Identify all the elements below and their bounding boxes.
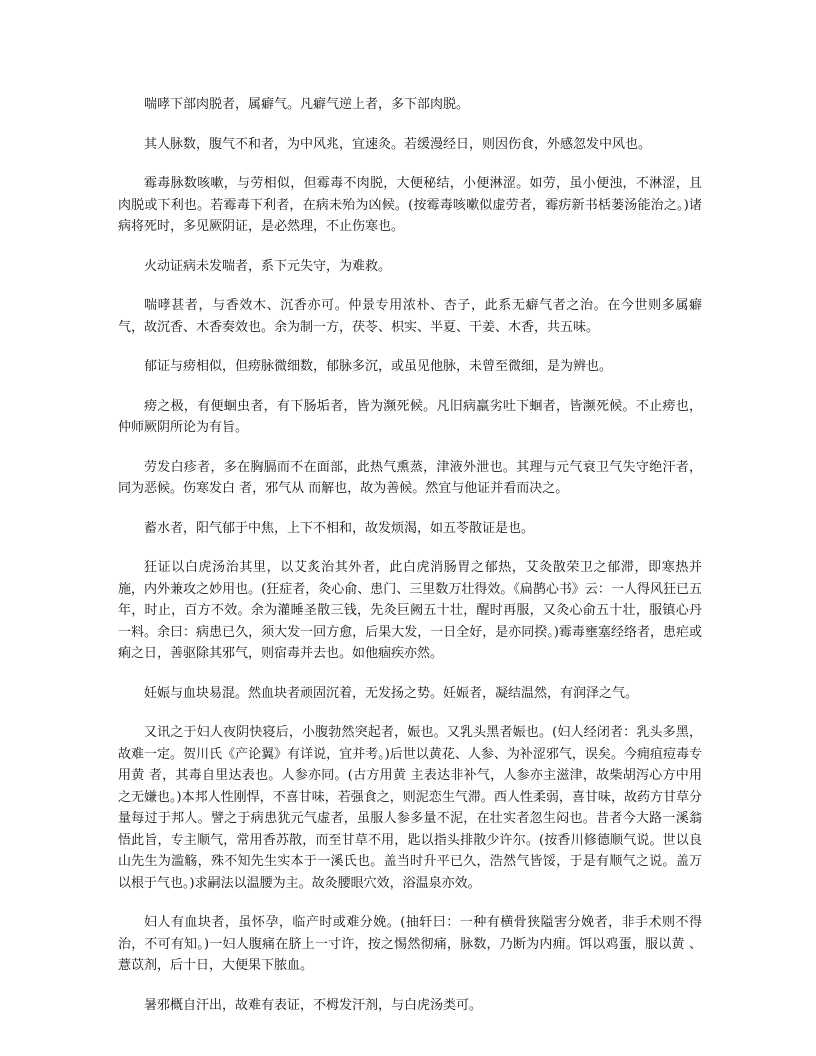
paragraph: 其人脉数，腹气不和者，为中风兆，宜速灸。若缓漫经日，则因伤食，外感忽发中风也。 — [144, 136, 652, 152]
paragraph: 狂证以白虎汤治其里，以艾炙治其外者，此白虎消肠胃之郁热，艾灸散荣卫之郁滞，即寒热并施，内外兼攻之妙用也。(狂症者，灸心俞、患门、三里数万壮得效。《扁鹊心书》云：一人得风狂已五年，时止，百方不效。余为灌睡圣散三钱，先灸巨阙五十壮，醒时再服，又灸心俞五十壮，服镇心丹一料。余曰：病患已久，须大发一回方愈，后果大发，一日全好，是亦同揆。)霉毒壅塞经络者，患疟或痢之日，善驱除其邪气，则宿毒并去也。如他痼疾亦然。 — [118, 560, 702, 661]
paragraph: 妊娠与血块易混。然血块者顽固沉着，无发扬之势。妊娠者，凝结温然，有润泽之气。 — [144, 685, 639, 701]
paragraph: 郁证与痨相似，但痨脉微细数，郁脉多沉，或虽见他脉，未曾至微细，是为辨也。 — [144, 359, 613, 374]
paragraph: 喘哮甚者，与香效木、沉香亦可。仲景专用浓朴、杏子，此系无癖气者之治。在今世则多属癖气，故沉香、木香奏效也。余为制一方，茯苓、枳实、半夏、干姜、木香，共五味。 — [118, 298, 702, 335]
paragraph: 火动证病未发喘者，系下元失守，为难救。 — [144, 258, 392, 274]
document-body — [118, 94, 702, 1034]
paragraph: 妇人有血块者，虽怀孕，临产时或难分娩。(抽轩曰：一种有横骨狭隘害分娩者，非手术则不得治，不可有知。)一妇人腹痛在脐上一寸许，按之惕然彻痛，脉数，乃断为内痈。饵以鸡蛋，服以黄 、薏苡剂，后十日，大便果下脓血。 — [118, 915, 702, 973]
paragraph: 暑邪概自汗出，故难有表证，不栂发汗剂，与白虎汤类可。 — [144, 997, 483, 1013]
paragraph: 痨之极，有便蛔虫者，有下肠垢者，皆为濒死候。凡旧病羸劣吐下蛔者，皆濒死候。不止痨也，仲师厥阴所论为有旨。 — [118, 398, 702, 435]
paragraph: 喘哮下部肉脱者，属癖气。凡癖气逆上者，多下部肉脱。 — [144, 97, 470, 112]
paragraph: 又讯之于妇人夜阴快寝后，小腹勃然突起者，娠也。又乳头黑者娠也。(妇人经闭者：乳头多黑，故难一定。贺川氏《产论翼》有详说，宜并考。)后世以黄花、人参、为补涩邪气，误矣。今痈疽痘毒专用黄 者，其毒自里达表也。人参亦同。(古方用黄 主表达非补气，人参亦主滋津，故柴胡泻心方中用之无嫌也。)本邦人性刚悍，不喜甘味，若强食之，则泥恋生气滞。西人性柔弱，喜甘味，故药方甘草分量每过于邦人。譬之于病患犹元气虚者，虽服人参多量不泥，在壮实者忽生闷也。昔者今大路一溪翁悟此旨，专主顺气，常用香苏散，而至甘草不用，匙以指头排散少许尔。(按香川修德顺气说。世以良山先生为滥觞，殊不知先生实本于一溪氏也。盖当时升平已久，浩然气皆馁，于是有顺气之说。盖万 以根于气也。)求嗣法以温腰为主。故灸腰眼穴效，浴温泉亦效。 — [118, 725, 702, 891]
paragraph: 霉毒脉数咳嗽，与劳相似，但霉毒不肉脱，大便秘结，小便淋涩。如劳，虽小便浊，不淋涩，且肉脱或下利也。若霉毒下利者，在病未殆为凶候。(按霉毒咳嗽似虚劳者，霉疠新书栝蒌汤能治之。)诸病将死时，多见厥阴证，是必然理，不止伤寒也。 — [118, 176, 702, 234]
paragraph: 劳发白疹者，多在胸膈而不在面部，此热气熏蒸，津液外泄也。其理与元气衰卫气失守绝汗者，同为恶候。伤寒发白 者，邪气从 而解也，故为善候。然宜与他证并看而决之。 — [118, 459, 702, 496]
paragraph: 蓄水者，阳气郁于中焦，上下不相和，故发烦渴，如五苓散证是也。 — [144, 520, 535, 536]
